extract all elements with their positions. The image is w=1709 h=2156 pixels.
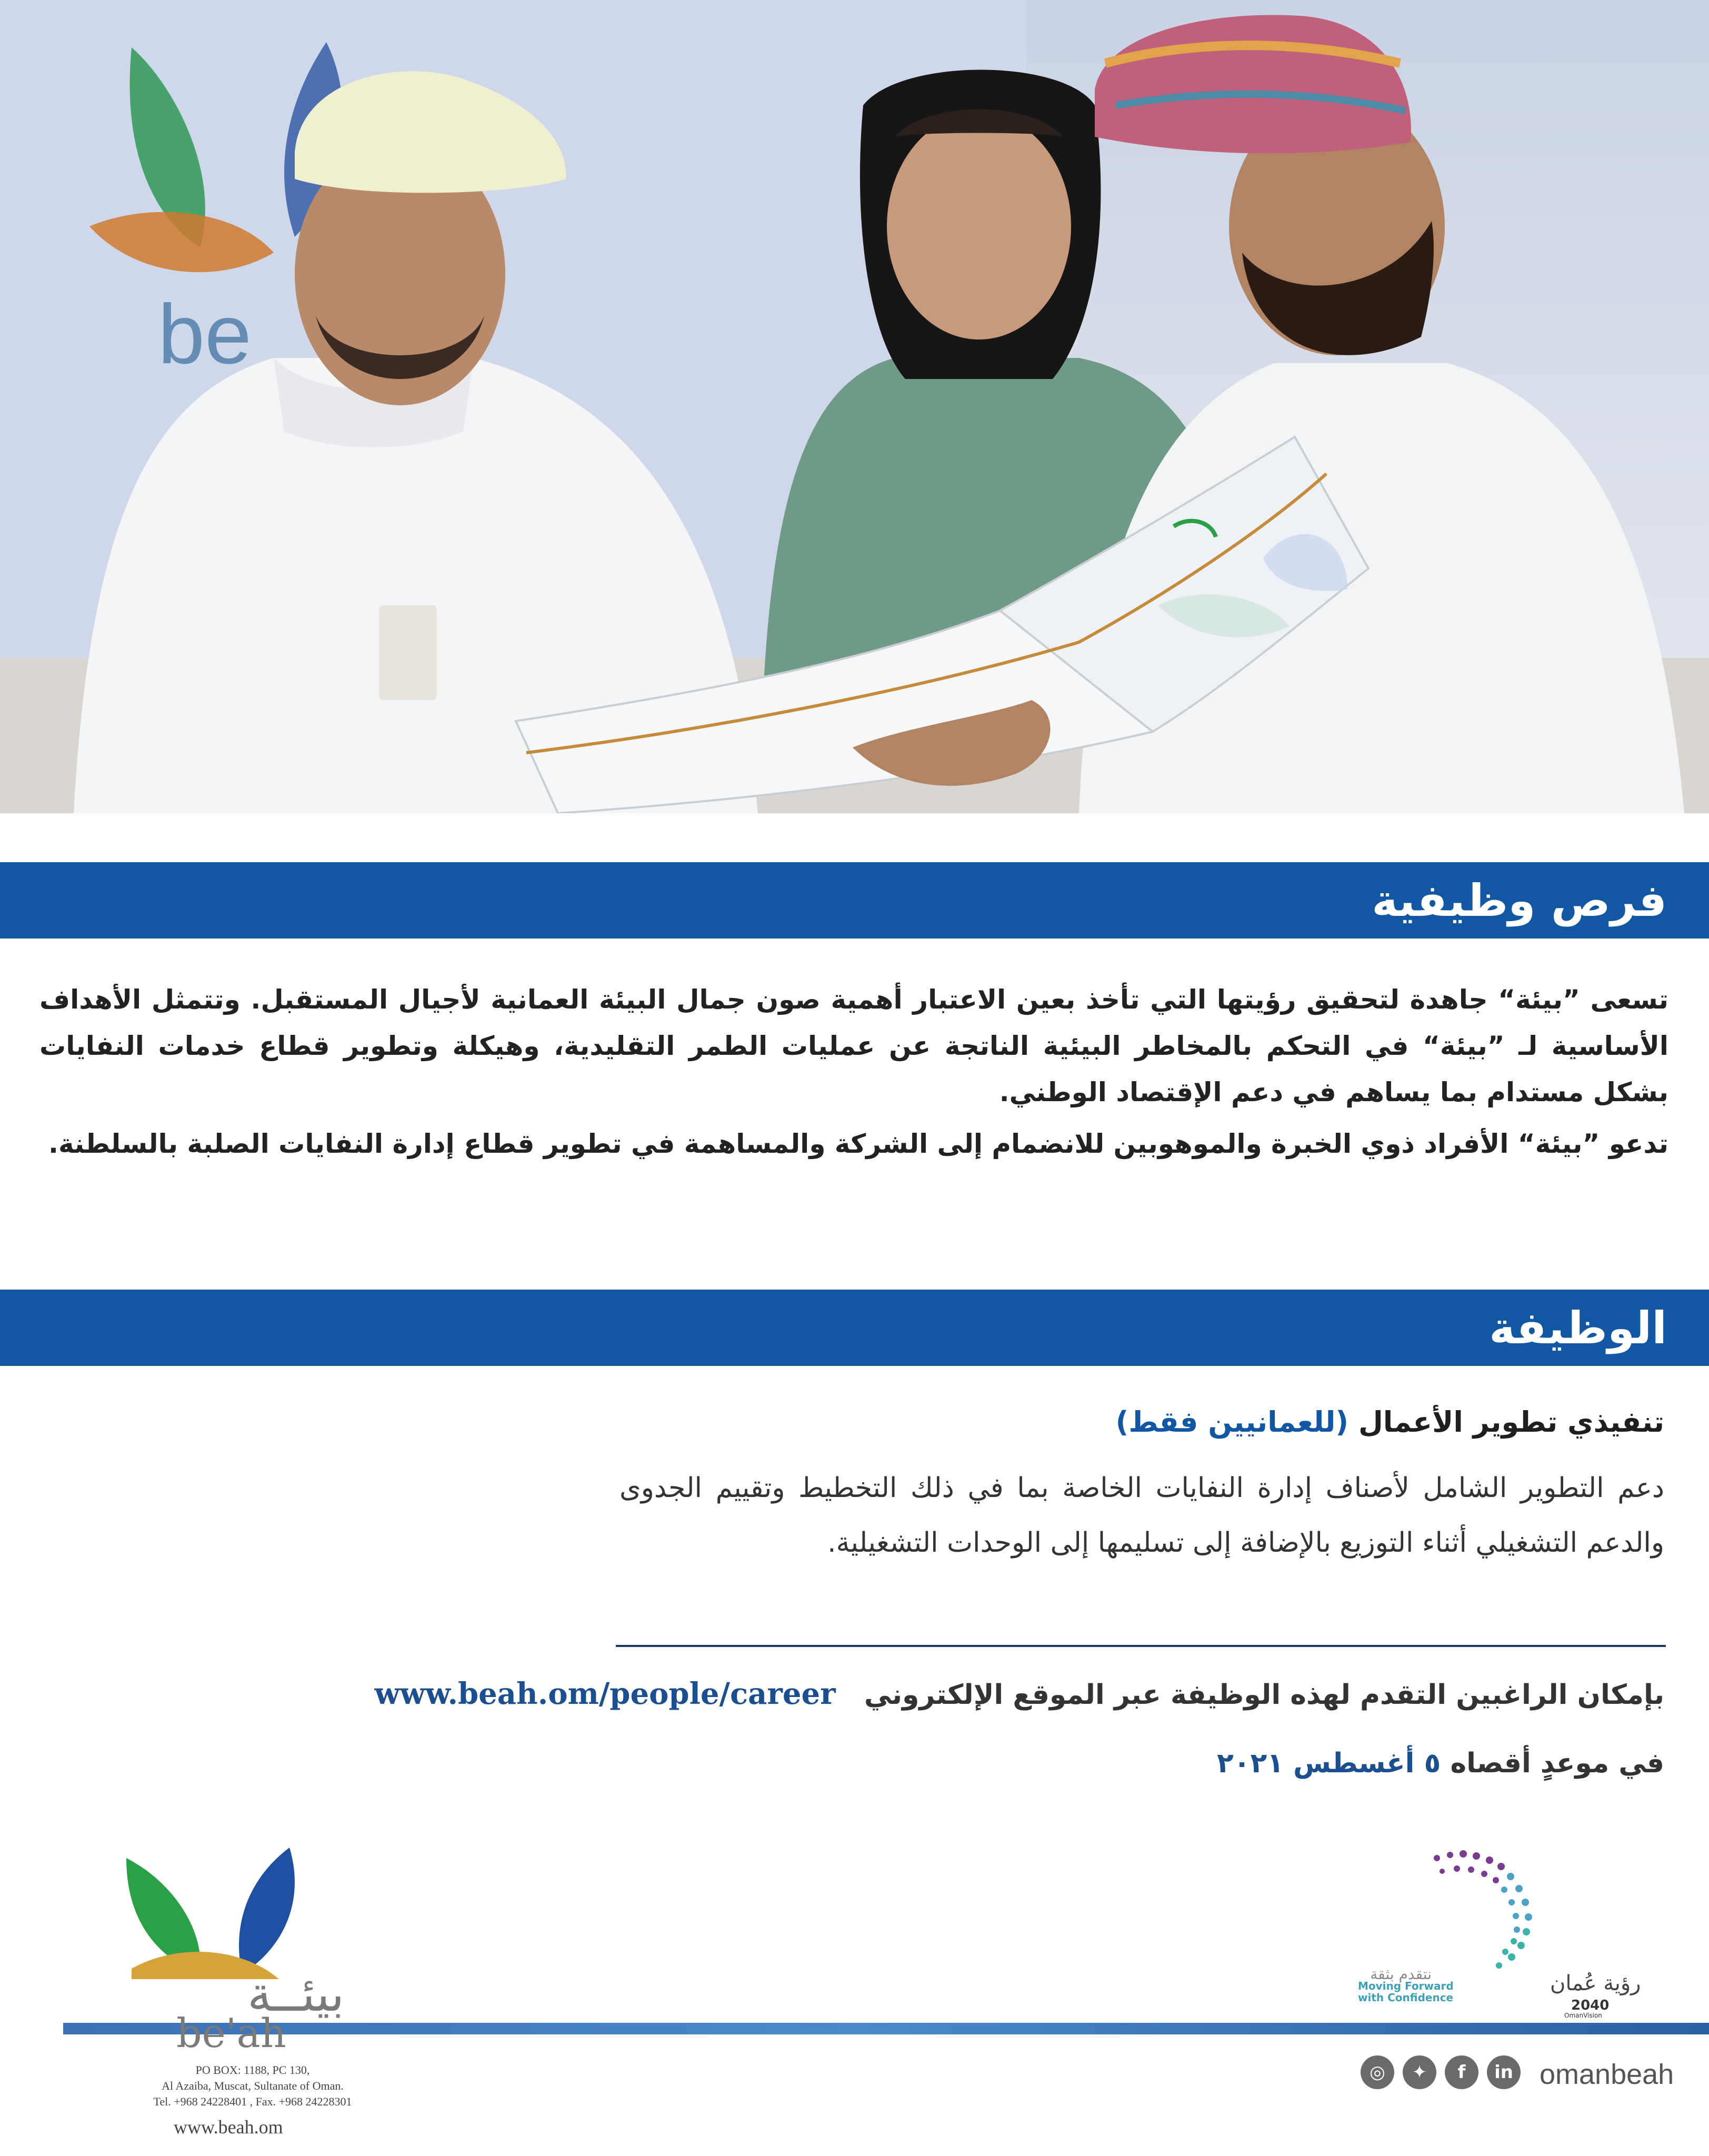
oman-vision-2040-icon (1358, 1848, 1579, 1984)
intro-text (39, 976, 1668, 1167)
moving-forward-en-1: Moving Forward (1358, 1980, 1454, 1992)
beah-logo-icon (121, 1848, 311, 1984)
job-description: دعم التطوير الشامل لأصناف إدارة النفايات الخاصة بما في ذلك التخطيط وتقييم الجدوى والدعم التشغيلي أثناء التوزيع بالإضافة إلى تسليمها إلى الوحدات التشغيلية. (619, 1472, 1664, 1559)
footer-website-link[interactable]: www.beah.om (174, 2117, 283, 2138)
svg-text:be: be (158, 287, 252, 381)
career-link[interactable]: www.beah.om/people/career (374, 1676, 836, 1711)
deadline-prefix: في موعدٍ أقصاه (1450, 1748, 1664, 1779)
people-reviewing-document-photo (0, 0, 1709, 813)
facebook-icon[interactable]: f (1445, 2055, 1478, 2089)
address-line: Al Azaiba, Muscat, Sultanate of Oman. (162, 2079, 344, 2092)
vision-year: 2040 (1571, 1998, 1610, 2013)
section-bar-opportunities (0, 862, 1709, 939)
footer-band-gap (0, 2023, 63, 2034)
section-bar-job (0, 1290, 1709, 1366)
deadline-date: ٥ أغسطس ٢٠٢١ (1216, 1748, 1441, 1779)
logo-latin-text: be'ah (176, 2010, 286, 2057)
moving-forward-en-2: with Confidence (1358, 1991, 1454, 2004)
twitter-icon[interactable]: ✦ (1403, 2055, 1436, 2089)
job-title-note: (للعمانيين فقط) (1115, 1405, 1349, 1439)
address-line: Tel. +968 24228401 , Fax. +968 24228301 (153, 2095, 352, 2108)
moving-forward-arabic: نتقدم بثقة (1370, 1965, 1432, 1983)
linkedin-icon[interactable]: in (1487, 2055, 1521, 2089)
logo-arabic-text: بيئــة (247, 1966, 345, 2022)
vision-subtitle: OmanVision (1564, 2012, 1602, 2019)
intro-paragraph-1: تسعى ”بيئة“ جاهدة لتحقيق رؤيتها التي تأخذ بعين الاعتبار أهمية صون جمال البيئة العمانية لأجيال المستقبل. وتتمثل الأهداف الأساسية لـ ”بيئة“ في التحكم بالمخاطر البيئية الناتجة عن عمليات الطمر التقليدية، وهيكلة وتطوير قطاع خدمات النفايات بشكل مستدام بما يساهم في دعم الإقتصاد الوطني. (39, 984, 1668, 1107)
section-title-opportunities: فرص وظيفية (1372, 874, 1667, 926)
divider-line (616, 1645, 1666, 1647)
company-address (105, 2062, 400, 2110)
social-handle[interactable]: omanbeah (1540, 2059, 1674, 2090)
social-icons (1361, 2055, 1521, 2089)
address-line: PO BOX: 1188, PC 130, (195, 2063, 310, 2077)
job-title (348, 1405, 1664, 1439)
job-title-text: تنفيذي تطوير الأعمال (1358, 1405, 1664, 1439)
apply-line (191, 1676, 1664, 1711)
instagram-icon[interactable]: ◎ (1361, 2055, 1394, 2089)
deadline-line (875, 1748, 1664, 1779)
apply-text: بإمكان الراغبين التقدم لهذه الوظيفة عبر الموقع الإلكتروني (864, 1679, 1664, 1711)
intro-paragraph-2: تدعو ”بيئة“ الأفراد ذوي الخبرة والموهوبين للانضمام إلى الشركة والمساهمة في تطوير قطاع إدارة النفايات الصلبة بالسلطنة. (48, 1129, 1668, 1159)
moving-forward-tagline (1358, 1965, 1454, 2004)
header-photo (0, 0, 1709, 813)
vision-title: رؤية عُمان (1550, 1971, 1641, 1995)
section-title-job: الوظيفة (1489, 1302, 1667, 1354)
